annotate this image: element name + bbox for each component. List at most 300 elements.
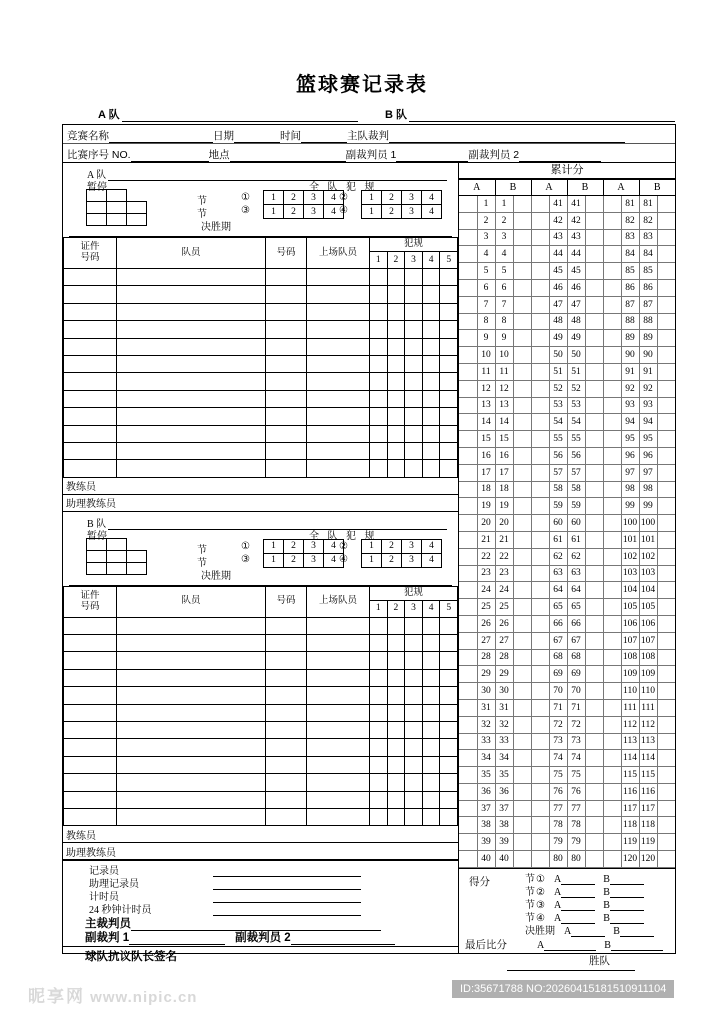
- score-entry-cell-b[interactable]: [513, 851, 531, 868]
- player-foul-cell[interactable]: [370, 442, 388, 459]
- score-entry-cell-a[interactable]: [531, 296, 549, 313]
- score-entry-cell-a[interactable]: [531, 481, 549, 498]
- player-oncourt-cell[interactable]: [307, 338, 370, 355]
- team-a-coach-row[interactable]: [63, 478, 458, 495]
- player-foul-cell[interactable]: [370, 460, 388, 477]
- score-entry-cell-b[interactable]: [513, 750, 531, 767]
- table-row[interactable]: [64, 303, 458, 320]
- player-number-cell[interactable]: [266, 355, 307, 372]
- player-name-cell[interactable]: [117, 687, 266, 704]
- score-entry-cell-a[interactable]: [603, 834, 621, 851]
- player-name-cell[interactable]: [117, 303, 266, 320]
- period-2-b-input[interactable]: [610, 887, 644, 898]
- score-entry-cell-b[interactable]: [513, 733, 531, 750]
- player-oncourt-cell[interactable]: [307, 669, 370, 686]
- score-row[interactable]: [459, 750, 675, 767]
- score-entry-cell-b[interactable]: [513, 615, 531, 632]
- player-foul-cell[interactable]: [405, 791, 423, 808]
- player-foul-cell[interactable]: [405, 390, 423, 407]
- score-row[interactable]: [459, 515, 675, 532]
- score-entry-cell-a[interactable]: [603, 767, 621, 784]
- player-oncourt-cell[interactable]: [307, 303, 370, 320]
- player-oncourt-cell[interactable]: [307, 791, 370, 808]
- score-entry-cell-b[interactable]: [657, 632, 675, 649]
- foul-cell[interactable]: 2: [382, 191, 402, 205]
- player-name-cell[interactable]: [117, 425, 266, 442]
- period-4-b-input[interactable]: [610, 913, 644, 924]
- player-foul-cell[interactable]: [422, 425, 440, 442]
- timeout-cell[interactable]: [106, 213, 127, 226]
- player-id-cell[interactable]: [64, 652, 117, 669]
- score-entry-cell-a[interactable]: [603, 565, 621, 582]
- player-foul-cell[interactable]: [440, 425, 458, 442]
- score-entry-cell-b[interactable]: [657, 783, 675, 800]
- score-entry-cell-b[interactable]: [585, 582, 603, 599]
- score-entry-cell-a[interactable]: [603, 498, 621, 515]
- score-entry-cell-b[interactable]: [513, 313, 531, 330]
- player-foul-cell[interactable]: [440, 652, 458, 669]
- score-row[interactable]: [459, 263, 675, 280]
- score-row[interactable]: [459, 464, 675, 481]
- score-entry-cell-a[interactable]: [531, 599, 549, 616]
- score-entry-cell-a[interactable]: [531, 246, 549, 263]
- player-name-cell[interactable]: [117, 669, 266, 686]
- period-1-a-input[interactable]: [561, 874, 595, 885]
- score-entry-cell-b[interactable]: [513, 599, 531, 616]
- team-a-foulbox-left[interactable]: [263, 190, 344, 219]
- score-row[interactable]: [459, 212, 675, 229]
- foul-cell[interactable]: 2: [382, 205, 402, 219]
- score-entry-cell-a[interactable]: [603, 599, 621, 616]
- score-entry-cell-a[interactable]: [531, 733, 549, 750]
- score-entry-cell-b[interactable]: [657, 699, 675, 716]
- table-row[interactable]: [64, 442, 458, 459]
- foul-cell[interactable]: 4: [422, 539, 442, 553]
- player-foul-cell[interactable]: [440, 355, 458, 372]
- score-entry-cell-a[interactable]: [459, 851, 477, 868]
- score-entry-cell-a[interactable]: [459, 246, 477, 263]
- table-row[interactable]: [64, 460, 458, 477]
- player-foul-cell[interactable]: [405, 286, 423, 303]
- score-entry-cell-b[interactable]: [513, 817, 531, 834]
- player-id-cell[interactable]: [64, 669, 117, 686]
- score-entry-cell-b[interactable]: [585, 464, 603, 481]
- player-foul-cell[interactable]: [370, 687, 388, 704]
- score-row[interactable]: [459, 196, 675, 213]
- umpire2-input[interactable]: [519, 149, 601, 162]
- player-id-cell[interactable]: [64, 286, 117, 303]
- score-entry-cell-a[interactable]: [531, 313, 549, 330]
- score-entry-cell-a[interactable]: [531, 347, 549, 364]
- score-entry-cell-b[interactable]: [513, 347, 531, 364]
- score-entry-cell-b[interactable]: [513, 498, 531, 515]
- score-entry-cell-b[interactable]: [513, 699, 531, 716]
- score-entry-cell-b[interactable]: [657, 464, 675, 481]
- score-entry-cell-b[interactable]: [585, 515, 603, 532]
- player-foul-cell[interactable]: [387, 687, 405, 704]
- foul-cell[interactable]: 2: [284, 191, 304, 205]
- player-name-cell[interactable]: [117, 756, 266, 773]
- score-entry-cell-b[interactable]: [657, 481, 675, 498]
- foul-cell[interactable]: 4: [422, 205, 442, 219]
- player-number-cell[interactable]: [266, 338, 307, 355]
- player-id-cell[interactable]: [64, 355, 117, 372]
- score-entry-cell-a[interactable]: [531, 447, 549, 464]
- shotclock-input[interactable]: [213, 904, 361, 916]
- timeout-cell[interactable]: [126, 213, 147, 226]
- score-row[interactable]: [459, 834, 675, 851]
- score-entry-cell-b[interactable]: [513, 263, 531, 280]
- player-name-cell[interactable]: [117, 286, 266, 303]
- player-foul-cell[interactable]: [422, 652, 440, 669]
- score-entry-cell-a[interactable]: [459, 615, 477, 632]
- player-name-cell[interactable]: [117, 338, 266, 355]
- timeout-cell[interactable]: [86, 213, 107, 226]
- player-foul-cell[interactable]: [387, 722, 405, 739]
- player-name-cell[interactable]: [117, 408, 266, 425]
- player-foul-cell[interactable]: [422, 390, 440, 407]
- foul-cell[interactable]: 4: [324, 539, 344, 553]
- score-entry-cell-b[interactable]: [585, 246, 603, 263]
- score-entry-cell-b[interactable]: [585, 834, 603, 851]
- score-entry-cell-a[interactable]: [531, 397, 549, 414]
- score-entry-cell-a[interactable]: [459, 296, 477, 313]
- player-foul-cell[interactable]: [405, 338, 423, 355]
- player-id-cell[interactable]: [64, 269, 117, 286]
- table-row[interactable]: [64, 373, 458, 390]
- player-oncourt-cell[interactable]: [307, 756, 370, 773]
- player-foul-cell[interactable]: [370, 652, 388, 669]
- score-entry-cell-a[interactable]: [459, 733, 477, 750]
- player-oncourt-cell[interactable]: [307, 774, 370, 791]
- player-foul-cell[interactable]: [440, 269, 458, 286]
- player-foul-cell[interactable]: [422, 774, 440, 791]
- score-entry-cell-a[interactable]: [603, 750, 621, 767]
- player-id-cell[interactable]: [64, 617, 117, 634]
- score-entry-cell-a[interactable]: [531, 548, 549, 565]
- player-id-cell[interactable]: [64, 338, 117, 355]
- player-number-cell[interactable]: [266, 791, 307, 808]
- player-foul-cell[interactable]: [422, 635, 440, 652]
- score-entry-cell-a[interactable]: [459, 279, 477, 296]
- score-entry-cell-b[interactable]: [513, 330, 531, 347]
- score-entry-cell-b[interactable]: [657, 615, 675, 632]
- team-b-foulbox-left[interactable]: [263, 539, 344, 568]
- player-foul-cell[interactable]: [370, 739, 388, 756]
- table-row[interactable]: [64, 425, 458, 442]
- score-entry-cell-b[interactable]: [513, 447, 531, 464]
- foul-cell[interactable]: 4: [324, 553, 344, 567]
- player-oncourt-cell[interactable]: [307, 460, 370, 477]
- player-foul-cell[interactable]: [370, 722, 388, 739]
- player-id-cell[interactable]: [64, 791, 117, 808]
- period-4-a-input[interactable]: [561, 913, 595, 924]
- period-1-score-row[interactable]: [525, 873, 644, 885]
- competition-field[interactable]: [67, 127, 213, 143]
- player-oncourt-cell[interactable]: [307, 635, 370, 652]
- player-number-cell[interactable]: [266, 704, 307, 721]
- player-number-cell[interactable]: [266, 756, 307, 773]
- score-entry-cell-a[interactable]: [459, 548, 477, 565]
- table-row[interactable]: [64, 774, 458, 791]
- foul-cell[interactable]: 1: [362, 539, 382, 553]
- date-input[interactable]: [234, 130, 280, 143]
- player-foul-cell[interactable]: [370, 791, 388, 808]
- score-entry-cell-a[interactable]: [531, 498, 549, 515]
- player-foul-cell[interactable]: [387, 617, 405, 634]
- player-foul-cell[interactable]: [422, 321, 440, 338]
- score-row[interactable]: [459, 380, 675, 397]
- score-entry-cell-b[interactable]: [513, 380, 531, 397]
- table-row[interactable]: [64, 652, 458, 669]
- score-row[interactable]: [459, 767, 675, 784]
- player-foul-cell[interactable]: [370, 321, 388, 338]
- score-entry-cell-b[interactable]: [513, 279, 531, 296]
- timeout-cell[interactable]: [86, 562, 107, 575]
- team-b-foulbox-right[interactable]: [361, 539, 442, 568]
- player-id-cell[interactable]: [64, 425, 117, 442]
- foul-cell[interactable]: 3: [402, 191, 422, 205]
- player-name-cell[interactable]: [117, 791, 266, 808]
- player-oncourt-cell[interactable]: [307, 373, 370, 390]
- score-entry-cell-b[interactable]: [585, 733, 603, 750]
- player-foul-cell[interactable]: [405, 442, 423, 459]
- player-foul-cell[interactable]: [440, 617, 458, 634]
- player-foul-cell[interactable]: [405, 756, 423, 773]
- score-row[interactable]: [459, 246, 675, 263]
- score-entry-cell-b[interactable]: [657, 582, 675, 599]
- player-name-cell[interactable]: [117, 774, 266, 791]
- score-row[interactable]: [459, 615, 675, 632]
- table-row[interactable]: [64, 408, 458, 425]
- player-foul-cell[interactable]: [422, 739, 440, 756]
- score-entry-cell-a[interactable]: [531, 515, 549, 532]
- score-entry-cell-a[interactable]: [531, 263, 549, 280]
- score-entry-cell-b[interactable]: [585, 431, 603, 448]
- umpire2-field[interactable]: [468, 146, 601, 162]
- score-entry-cell-a[interactable]: [531, 699, 549, 716]
- score-entry-cell-b[interactable]: [585, 481, 603, 498]
- player-name-cell[interactable]: [117, 739, 266, 756]
- player-foul-cell[interactable]: [405, 669, 423, 686]
- player-number-cell[interactable]: [266, 460, 307, 477]
- player-foul-cell[interactable]: [422, 791, 440, 808]
- game-no-input[interactable]: [131, 149, 209, 162]
- score-entry-cell-b[interactable]: [657, 531, 675, 548]
- score-entry-cell-a[interactable]: [459, 363, 477, 380]
- score-entry-cell-a[interactable]: [603, 330, 621, 347]
- player-foul-cell[interactable]: [422, 286, 440, 303]
- score-entry-cell-a[interactable]: [459, 666, 477, 683]
- table-row[interactable]: [64, 390, 458, 407]
- timeout-cell[interactable]: [126, 562, 147, 575]
- score-row[interactable]: [459, 229, 675, 246]
- player-foul-cell[interactable]: [387, 269, 405, 286]
- player-foul-cell[interactable]: [422, 269, 440, 286]
- period-2-score-row[interactable]: [525, 886, 644, 898]
- foul-cell[interactable]: 1: [264, 539, 284, 553]
- score-entry-cell-a[interactable]: [531, 666, 549, 683]
- player-foul-cell[interactable]: [370, 756, 388, 773]
- score-entry-cell-a[interactable]: [459, 431, 477, 448]
- score-entry-cell-a[interactable]: [459, 263, 477, 280]
- score-entry-cell-b[interactable]: [585, 212, 603, 229]
- player-oncourt-cell[interactable]: [307, 408, 370, 425]
- score-entry-cell-a[interactable]: [603, 548, 621, 565]
- score-entry-cell-a[interactable]: [531, 229, 549, 246]
- player-foul-cell[interactable]: [405, 704, 423, 721]
- score-entry-cell-b[interactable]: [585, 447, 603, 464]
- player-oncourt-cell[interactable]: [307, 704, 370, 721]
- foul-cell[interactable]: 3: [304, 191, 324, 205]
- player-oncourt-cell[interactable]: [307, 617, 370, 634]
- player-foul-cell[interactable]: [387, 739, 405, 756]
- player-number-cell[interactable]: [266, 303, 307, 320]
- score-entry-cell-a[interactable]: [459, 464, 477, 481]
- score-entry-cell-b[interactable]: [585, 599, 603, 616]
- final-b-input[interactable]: [611, 940, 663, 951]
- score-entry-cell-b[interactable]: [585, 800, 603, 817]
- player-name-cell[interactable]: [117, 390, 266, 407]
- score-entry-cell-a[interactable]: [531, 330, 549, 347]
- time-field[interactable]: [280, 127, 347, 143]
- score-entry-cell-b[interactable]: [657, 431, 675, 448]
- player-number-cell[interactable]: [266, 442, 307, 459]
- score-entry-cell-b[interactable]: [657, 666, 675, 683]
- foul-cell[interactable]: 3: [402, 553, 422, 567]
- team-b-timeout-grid[interactable]: [87, 539, 147, 575]
- score-entry-cell-a[interactable]: [603, 229, 621, 246]
- player-foul-cell[interactable]: [370, 355, 388, 372]
- player-oncourt-cell[interactable]: [307, 739, 370, 756]
- player-foul-cell[interactable]: [405, 303, 423, 320]
- score-row[interactable]: [459, 548, 675, 565]
- score-entry-cell-b[interactable]: [513, 212, 531, 229]
- team-b-block-name-field[interactable]: [87, 516, 447, 530]
- score-entry-cell-a[interactable]: [531, 196, 549, 213]
- score-entry-cell-a[interactable]: [531, 851, 549, 868]
- score-entry-cell-b[interactable]: [513, 229, 531, 246]
- score-entry-cell-a[interactable]: [603, 464, 621, 481]
- score-entry-cell-a[interactable]: [459, 531, 477, 548]
- player-name-cell[interactable]: [117, 617, 266, 634]
- table-row[interactable]: [64, 808, 458, 825]
- score-entry-cell-b[interactable]: [657, 515, 675, 532]
- table-row[interactable]: [64, 635, 458, 652]
- player-foul-cell[interactable]: [422, 442, 440, 459]
- umpire1-bottom-input[interactable]: [129, 931, 225, 945]
- player-foul-cell[interactable]: [422, 704, 440, 721]
- table-row[interactable]: [64, 756, 458, 773]
- foul-cell[interactable]: 2: [284, 205, 304, 219]
- score-entry-cell-b[interactable]: [513, 767, 531, 784]
- table-row[interactable]: [64, 321, 458, 338]
- player-foul-cell[interactable]: [440, 303, 458, 320]
- score-entry-cell-a[interactable]: [531, 363, 549, 380]
- score-row[interactable]: [459, 733, 675, 750]
- player-name-cell[interactable]: [117, 808, 266, 825]
- score-entry-cell-a[interactable]: [603, 397, 621, 414]
- player-foul-cell[interactable]: [387, 652, 405, 669]
- score-entry-cell-a[interactable]: [459, 515, 477, 532]
- player-foul-cell[interactable]: [370, 669, 388, 686]
- player-foul-cell[interactable]: [440, 286, 458, 303]
- player-foul-cell[interactable]: [440, 442, 458, 459]
- player-id-cell[interactable]: [64, 303, 117, 320]
- player-foul-cell[interactable]: [405, 425, 423, 442]
- score-entry-cell-b[interactable]: [513, 565, 531, 582]
- score-entry-cell-a[interactable]: [531, 649, 549, 666]
- score-entry-cell-a[interactable]: [531, 783, 549, 800]
- score-entry-cell-a[interactable]: [459, 380, 477, 397]
- score-entry-cell-b[interactable]: [513, 783, 531, 800]
- player-number-cell[interactable]: [266, 286, 307, 303]
- score-entry-cell-a[interactable]: [531, 212, 549, 229]
- score-entry-cell-a[interactable]: [459, 800, 477, 817]
- player-foul-cell[interactable]: [440, 774, 458, 791]
- overtime-score-row[interactable]: [525, 925, 654, 937]
- winner-input[interactable]: [507, 969, 635, 971]
- score-entry-cell-b[interactable]: [585, 699, 603, 716]
- foul-cell[interactable]: 4: [324, 191, 344, 205]
- period-3-score-row[interactable]: [525, 899, 644, 911]
- score-entry-cell-a[interactable]: [603, 481, 621, 498]
- score-entry-cell-b[interactable]: [585, 615, 603, 632]
- player-foul-cell[interactable]: [440, 704, 458, 721]
- foul-cell[interactable]: 2: [284, 539, 304, 553]
- umpire1-field[interactable]: [346, 146, 469, 162]
- foul-cell[interactable]: 1: [264, 553, 284, 567]
- score-entry-cell-a[interactable]: [459, 414, 477, 431]
- player-id-cell[interactable]: [64, 739, 117, 756]
- score-entry-cell-a[interactable]: [603, 632, 621, 649]
- player-foul-cell[interactable]: [440, 321, 458, 338]
- score-row[interactable]: [459, 279, 675, 296]
- score-entry-cell-a[interactable]: [459, 330, 477, 347]
- score-entry-cell-b[interactable]: [585, 750, 603, 767]
- player-foul-cell[interactable]: [405, 722, 423, 739]
- player-name-cell[interactable]: [117, 373, 266, 390]
- foul-cell[interactable]: 1: [264, 191, 284, 205]
- foul-cell[interactable]: 3: [304, 553, 324, 567]
- player-foul-cell[interactable]: [440, 373, 458, 390]
- score-row[interactable]: [459, 330, 675, 347]
- score-entry-cell-b[interactable]: [585, 363, 603, 380]
- score-entry-cell-b[interactable]: [657, 279, 675, 296]
- score-entry-cell-b[interactable]: [585, 279, 603, 296]
- score-entry-cell-a[interactable]: [603, 531, 621, 548]
- period-3-a-input[interactable]: [561, 900, 595, 911]
- foul-cell[interactable]: 1: [362, 191, 382, 205]
- venue-input[interactable]: [230, 149, 346, 162]
- player-foul-cell[interactable]: [387, 355, 405, 372]
- score-entry-cell-a[interactable]: [603, 851, 621, 868]
- foul-cell[interactable]: 2: [284, 553, 304, 567]
- player-foul-cell[interactable]: [387, 408, 405, 425]
- table-row[interactable]: [64, 687, 458, 704]
- final-score-row[interactable]: [537, 939, 663, 951]
- score-row[interactable]: [459, 397, 675, 414]
- score-entry-cell-b[interactable]: [513, 666, 531, 683]
- foul-cell[interactable]: 4: [324, 205, 344, 219]
- player-foul-cell[interactable]: [387, 756, 405, 773]
- score-entry-cell-a[interactable]: [531, 683, 549, 700]
- player-id-cell[interactable]: [64, 373, 117, 390]
- player-foul-cell[interactable]: [370, 774, 388, 791]
- player-foul-cell[interactable]: [405, 652, 423, 669]
- score-entry-cell-b[interactable]: [657, 565, 675, 582]
- score-entry-cell-b[interactable]: [513, 683, 531, 700]
